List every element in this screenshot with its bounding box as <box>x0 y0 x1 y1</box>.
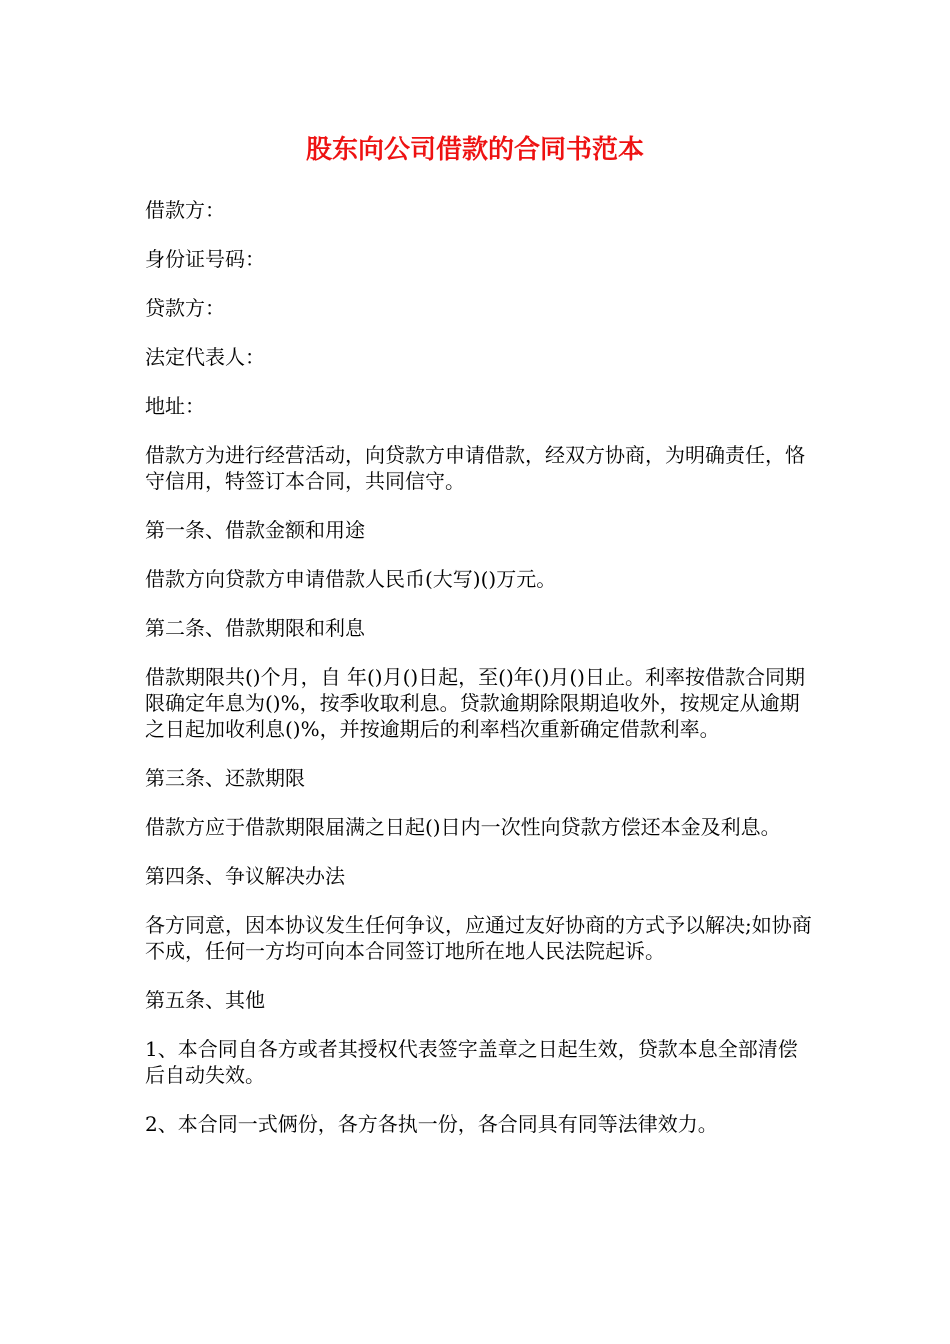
article-2-text: 借款期限共()个月，自 年()月()日起，至()年()月()日止。利率按借款合同期限确定年息为()%，按季收取利息。贷款逾期除限期追收外，按规定从逾期之日起加收利息()%，并按逾期后的利率档次重新确定借款利率。 <box>145 665 805 741</box>
legal-representative-line: 法定代表人： <box>145 345 265 369</box>
article-3-text: 借款方应于借款期限届满之日起()日内一次性向贷款方偿还本金及利息。 <box>145 815 781 839</box>
article-2-heading: 第二条、借款期限和利息 <box>145 616 365 640</box>
document-title: 股东向公司借款的合同书范本 <box>305 135 644 165</box>
id-number-line: 身份证号码： <box>145 247 265 271</box>
article-5-heading: 第五条、其他 <box>145 988 265 1012</box>
borrower-line: 借款方： <box>145 198 225 222</box>
article-5-clause-2: 2、本合同一式俩份，各方各执一份，各合同具有同等法律效力。 <box>145 1112 718 1136</box>
article-4-text: 各方同意，因本协议发生任何争议，应通过友好协商的方式予以解决;如协商不成，任何一方均可向本合同签订地所在地人民法院起诉。 <box>145 913 812 963</box>
lender-line: 贷款方： <box>145 296 225 320</box>
article-5-clause-1: 1、本合同自各方或者其授权代表签字盖章之日起生效，贷款本息全部清偿后自动失效。 <box>145 1037 798 1087</box>
preamble-paragraph: 借款方为进行经营活动，向贷款方申请借款，经双方协商，为明确责任，恪守信用，特签订本合同，共同信守。 <box>145 443 805 493</box>
article-3-heading: 第三条、还款期限 <box>145 766 305 790</box>
article-1-text: 借款方向贷款方申请借款人民币(大写)()万元。 <box>145 567 557 591</box>
article-1-heading: 第一条、借款金额和用途 <box>145 518 365 542</box>
address-line: 地址： <box>145 394 205 418</box>
article-4-heading: 第四条、争议解决办法 <box>145 864 345 888</box>
document-body <box>145 197 815 1160</box>
